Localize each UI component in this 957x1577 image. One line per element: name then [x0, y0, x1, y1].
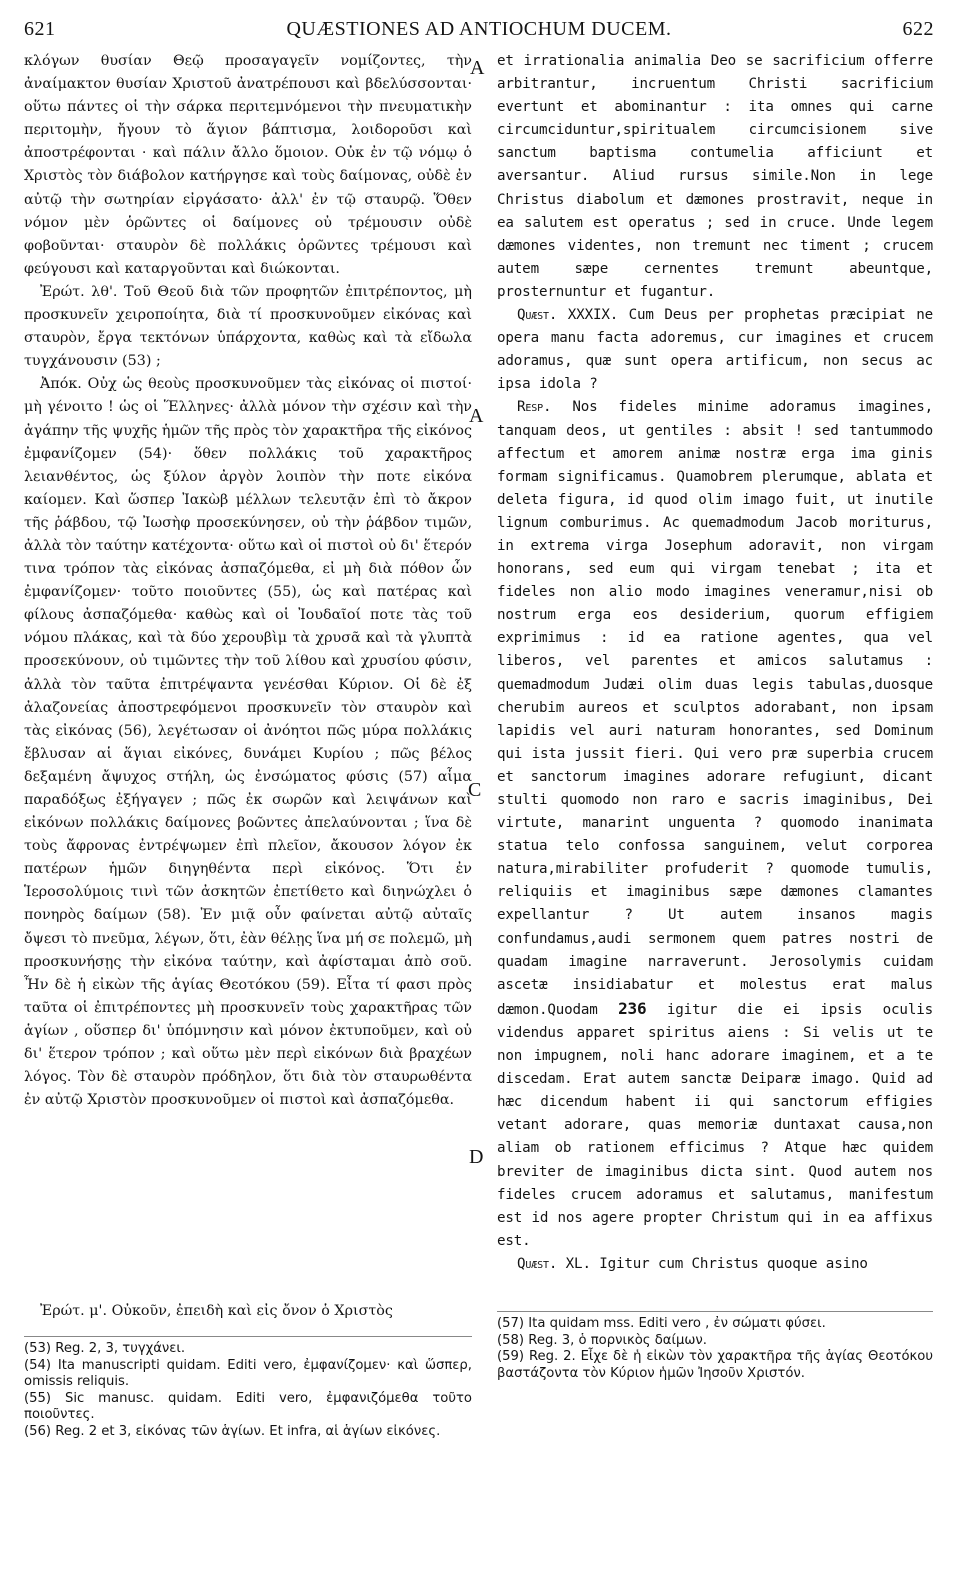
latin-question-39-text: XXXIX. Cum Deus per prophetas præcipiat ne opera manu facta adoremus, cur imagines et crucem adoramus, quæ sunt opera artificum, non secus ac ipsa idola ? [497, 307, 933, 393]
greek-question-39: Ἐρώτ. λθ'. Τοῦ Θεοῦ διὰ τῶν προφητῶν ἐπιτρέποντος, μὴ προσκυνεῖν χειροποίητα, διὰ τί προσκυνοῦμεν εἰκόνας καὶ σταυρὸν, ἔργα τεκτόνων ὑπάρχοντα, καθὼς καὶ τὰ εἴδωλα τυγχάνουσιν (53) ; [24, 283, 472, 370]
quaest-label-40: Quæst. [517, 1255, 558, 1272]
latin-question-40-text: XL. Igitur cum Christus quoque asino [557, 1255, 868, 1272]
footnotes-left [24, 1336, 472, 1441]
section-marker-c: C [468, 779, 482, 801]
section-marker-d: D [469, 1146, 484, 1168]
footnote-58: (58) Reg. 3, ὁ πορνικὸς δαίμων. [497, 1332, 707, 1348]
page-number-left: 621 [24, 18, 56, 40]
footnote-55: (55) Sic manusc. quidam. Editi vero, ἐμφανιζόμεθα τοῦτο ποιοῦντες. [24, 1390, 472, 1423]
latin-answer-text-b: igitur die ei ipsis oculis videndus apparet spiritus aiens : Si velis ut te non impugnem, noli hanc adorare imaginem, et a te discedam. Erat autem sanctæ Deiparæ imago. Quid ad hæc dicendum habent ii qui sanctorum effigies vetant adorare, quas memoriæ duntaxat causa,non aliam ob rationem efficimus ? Atque hæc quidem breviter de imaginibus dicta sint. Quod autem nos fideles crucem adoramus et salutamus, manifestum est id nos agere propter Christum qui in ea affixus est. [497, 1001, 934, 1249]
latin-question-40 [497, 1253, 933, 1276]
section-marker-a-second: A [469, 405, 484, 427]
resp-label: Resp. [517, 399, 552, 416]
footnote-rule-left [24, 1336, 472, 1337]
running-title: QUÆSTIONES AD ANTIOCHUM DUCEM. [286, 18, 672, 40]
greek-answer-39: Ἀπόκ. Οὐχ ὡς θεοὺς προσκυνοῦμεν τὰς εἰκόνας οἱ πιστοί· μὴ γένοιτο ! ὡς οἱ Ἕλληνες· ἀλλὰ μόνον τὴν σχέσιν καὶ τὴν ἀγάπην τῆς ψυχῆς ἡμῶν τῆς πρὸς τὸν χαρακτῆρα τῆς εἰκόνος ἐμφανίζομεν (54)· ὅθεν πολλάκις τοῦ χαρακτῆρος λειανθέντος, ὡς ξύλον ἀργὸν λοιπὸν τὴν ποτε εἰκόνα καίομεν. Καὶ ὥσπερ Ἰακὼβ μέλλων τελευτᾷν ἐπὶ τὸ ἄκρον τῆς ῥάβδου, τῷ Ἰωσὴφ προσεκύνησεν, οὐ τὴν ῥάβδον τιμῶν, ἀλλὰ τὸν ταύτην κατέχοντα· οὕτω καὶ οἱ πιστοὶ οὐ δι' ἕτερόν τινα τρόπον τὰς εἰκόνας ἀσπαζόμεθα, εἰ μὴ διὰ πόθον ὧν ἐμφανίζομεν· τοῦτο ποιοῦντες (55), ὡς καὶ πατέρας καὶ φίλους ἀσπαζόμεθα· καθὼς καὶ οἱ Ἰουδαῖοί ποτε τὰς τοῦ νόμου πλάκας, καὶ τὰ δύο χερουβὶμ τὰ χρυσᾶ καὶ τὰ γλυπτὰ προσεκύνουν, οὐ τιμῶντες τὴν τοῦ λίθου καὶ χρυσίου φύσιν, ἀλλὰ τὸν ταῦτα ἐπιτρέψαντα γενέσθαι Κύριον. Οἱ δὲ ἐξ ἀλαζονείας ἀποστρεφόμενοι προσκυνεῖν τὸν σταυρὸν καὶ τὰς εἰκόνας (56), λεγέτωσαν οἱ ἀνόητοι πῶς μύρα πολλάκις ἔβλυσαν αἱ ἅγιαι εἰκόνες, δυνάμει Κυρίου ; πῶς βέλος δεξαμένη ἄψυχος στήλη, ὡς ἐνσώματος φύσις (57) αἷμα παραδόξως ἐξήγαγεν ; πῶς ἐκ σωρῶν καὶ λειψάνων καὶ εἰκόνων πολλάκις δαίμονες βοῶντες ἀπελαύνονται ; ἵνα δὲ τοὺς ἄφρονας ἐντρέψωμεν ἐπὶ πλεῖον, ἄκουσον λόγον ἐκ πατέρων ἡμῶν διηγηθέντα περὶ εἰκόνος. Ὅτι ἐν Ἱεροσολύμοις τινὶ τῶν ἀσκητῶν ἐπετίθετο καὶ διηνώχλει ὁ πονηρὸς δαίμων (58). Ἐν μιᾷ οὖν φαίνεται αὐτῷ αὐταῖς ὄψεσι τὸ πνεῦμα, λέγων, ὅτι, ἐὰν θέλῃς ἵνα μή σε πολεμῶ, μὴ προσκυνήσῃς τὴν εἰκόνα ταύτην, καὶ ἀφίσταμαι ἀπὸ σοῦ. Ἦν δὲ ἡ εἰκὼν τῆς ἁγίας Θεοτόκου (59). Εἶτα τί φασι πρὸς ταῦτα οἱ ἐπιτρέποντες μὴ προσκυνεῖν τοὺς χαρακτῆρας τῶν ἁγίων , οὕσπερ δι' ὑπόμνησιν καὶ μόνον ἐκτυποῦμεν, καὶ οὐ δι' ἕτερον τρόπον ; καὶ οὕτω μὲν περὶ εἰκόνων διὰ βραχέων λόγος. Τὸν δὲ σταυρὸν πρόδηλον, ὅτι διὰ τὸν σταυρωθέντα ἐν αὐτῷ Χριστὸν προσκυνοῦμεν οἱ πιστοὶ καὶ ἀσπαζόμεθα. [24, 376, 472, 1109]
quaest-label: Quæst. [517, 307, 558, 324]
footnote-rule-right [497, 1311, 933, 1312]
footnote-53: (53) Reg. 2, 3, τυγχάνει. [24, 1341, 186, 1356]
latin-question-39 [497, 304, 933, 396]
latin-paragraph-1: et irrationalia animalia Deo se sacrificium offerre arbitrantur, incruentum Christi sacrificium evertunt et abominantur : ita omnes qui carne circumciduntur,spiritualem circumcisionem sive sanctum baptisma contumelia afficiunt et aversantur. Aliud rursus simile.Non in lege Christus diabolum et dæmones prostravit, neque in ea salutem est operatus ; sed in cruce. Unde legem dæmones videntes, non tremunt nec timent ; crucem autem sæpe cernentes tremunt abeuntque, prosternuntur et fugantur. [497, 53, 933, 300]
column-number: 236 [618, 998, 647, 1018]
latin-column [497, 50, 933, 1276]
footnote-54: (54) Ita manuscripti quidam. Editi vero, ἐμφανίζομεν· καὶ ὥσπερ, omissis reliquis. [24, 1357, 472, 1390]
page-number-right: 622 [902, 18, 934, 40]
footnote-56: (56) Reg. 2 et 3, εἰκόνας τῶν ἁγίων. Et infra, αἱ ἁγίων εἰκόνες. [24, 1423, 441, 1439]
greek-question-40-start [24, 1300, 472, 1323]
footnote-59: (59) Reg. 2. Εἶχε δὲ ἡ εἰκὼν τὸν χαρακτῆρα τῆς ἁγίας Θεοτόκου βαστάζοντα τὸν Κύριον ἡμῶν Ἰησοῦν Χριστόν. [497, 1349, 933, 1381]
latin-answer-39 [497, 396, 933, 1252]
footnote-57: (57) Ita quidam mss. Editi vero , ἐν σώματι φύσει. [497, 1316, 826, 1331]
greek-question-40-text: Ἐρώτ. μ'. Οὐκοῦν, ἐπειδὴ καὶ εἰς ὄνον ὁ Χριστὸς [40, 1303, 393, 1319]
section-marker-a-top: A [470, 57, 485, 79]
latin-answer-text-a: Nos fideles minime adoramus imagines, tanquam deos, ut gentiles : absit ! sed tantummodo affectum et amorem animæ nostræ erga ima ginis formam significamus. Quamobrem plerumque, ablata et deleta figura, id quod olim imago fuit, ut inutile lignum comburimus. Ac quemadmodum Jacob moriturus, in extrema virga Josephum adoravit, non virgam honorans, sed eum qui virgam tenebat ; ita et fideles non alio modo imagines veneramur,nisi ob nostrum erga eos desiderium, quorum effigiem exprimimus : id ea ratione agentes, qua vel liberos, vel parentes et amicos salutamus : quemadmodum Judæi olim duas legis tabulas,duosque cherubim aureos et sculptos adorabant, non ipsam lapidis vel auri naturam honorantes, sed Dominum qui ista jussit fieri. Qui vero præ superbia crucem et sanctorum imagines adorare refugiunt, dicant stulti quomodo non raro e sacris imaginibus, Dei virtute, manarint unguenta ? quomodo inanimata statua telo confossa sanguinem, velut corporea natura,mirabiliter profuderit ? quomode tumulis, reliquiis et imaginibus sæpe dæmones clamantes expellantur ? Ut autem insanos magis confundamus,audi sermonem quem patres nostri de quadam imagine narraverunt. Jerosolymis cuidam ascetæ insidiabatur et molestus erat malus dæmon.Quodam [497, 399, 933, 1018]
page-header [24, 14, 934, 44]
footnotes-right [497, 1311, 933, 1382]
greek-paragraph-1: κλόγων θυσίαν Θεῷ προσαγαγεῖν νομίζοντες, τὴν ἀναίμακτον θυσίαν Χριστοῦ ἀνατρέπουσι καὶ βδελύσσονται· οὕτω πάντες οἱ τὴν σάρκα περιτεμνόμενοι τὴν πνευματικὴν περιτομὴν, ἤγουν τὸ ἅγιον βάπτισμα, λοιδοροῦσι καὶ ἀποστρέφονται · καὶ πάλιν ἄλλο ὅμοιον. Οὐκ ἐν τῷ νόμῳ ὁ Χριστὸς τὸν διάβολον κατήργησε καὶ τοὺς δαίμονας, οὐδὲ ἐν αὐτῷ τὴν σωτηρίαν εἰργάσατο· ἀλλ' ἐν τῷ σταυρῷ. Ὅθεν νόμον μὲν ὁρῶντες οἱ δαίμονες οὐ τρέμουσιν οὐδὲ φοβοῦνται· σταυρὸν δὲ πολλάκις ὁρῶντες τρέμουσι καὶ φεύγουσι καὶ καταργοῦνται καὶ διώκονται. [24, 53, 472, 277]
greek-column [24, 50, 472, 1112]
